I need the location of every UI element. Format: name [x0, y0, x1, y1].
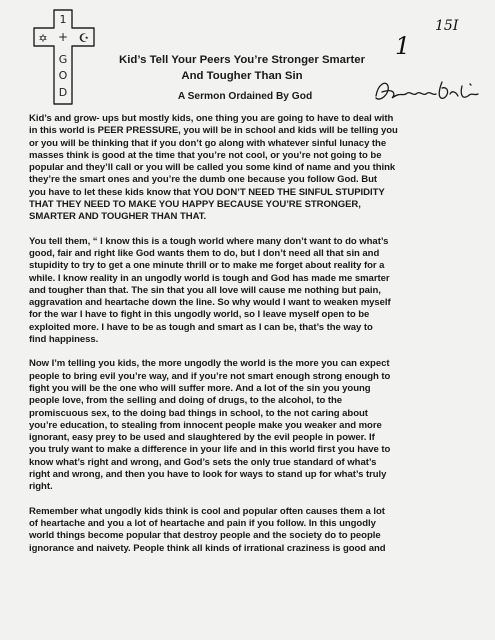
- text-line: people to bring evil you’re way, and if you’re not smart enough strong enough to: [29, 370, 391, 382]
- text-line: Remember what ungodly kids think is cool and popular often causes them a lot: [29, 505, 385, 517]
- text-line: You tell them, “ I know this is a tough world where many don’t want to do what’s: [29, 235, 389, 247]
- text-line: of heartache and you a lot of heartache and pain if you follow. In this ungodly: [29, 517, 376, 529]
- handwritten-signature: [372, 72, 484, 108]
- page-number: 1: [395, 32, 411, 60]
- title-line: Kid’s Tell Your Peers You’re Stronger Smarter: [118, 54, 366, 66]
- text-line: promiscuous sex, to the doing bad things in school, to the not caring about: [29, 407, 368, 419]
- text-line: or you will be thinking that if you don’t go along with whatever sinful lunacy the: [29, 137, 387, 149]
- logo-letter-1: 1: [59, 13, 67, 26]
- text-line: right and wrong, and then you have to look for ways to stand up for what’s truly: [29, 469, 387, 481]
- text-line: popular and they’ll call or you will be called you some kind of name and you think: [29, 162, 396, 174]
- logo-letter-d: D: [58, 86, 68, 99]
- sermon-title: [112, 52, 372, 84]
- sermon-body: [29, 113, 479, 567]
- text-line: ignorance and naivety. People think all kinds of irrational craziness is good and: [29, 542, 386, 554]
- text-line: world things become popular that destroy people and the society do to people: [29, 530, 381, 542]
- text-line: know what’s right and wrong, and God’s sets the only true standard of what’s: [29, 456, 377, 468]
- text-line: aggravation and heartache down the line. So why would I want to weaken myself: [29, 297, 391, 309]
- logo-letter-o: O: [58, 69, 68, 82]
- text-line: for the war I have to fight in this ungodly world, so I leave myself open to be: [29, 309, 370, 321]
- logo-plus: +: [57, 30, 69, 44]
- text-line: masses think is good at the time that you’re not cool, or you’re not going to be: [29, 149, 382, 161]
- text-line: good, fair and right like God wants them to do, but I don’t need all that sin and: [29, 247, 380, 259]
- text-line: exploited more. I have to be as tough and smart as I can be, that’s the way to: [29, 321, 373, 333]
- text-line: in this world is PEER PRESSURE, you will be in school and kids will be telling you: [29, 125, 398, 137]
- paragraph: [29, 236, 479, 347]
- text-line: find happiness.: [29, 334, 99, 346]
- text-line: and tougher than that. The sin that you all love will cause me nothing but pain,: [29, 284, 381, 296]
- sermon-subtitle: A Sermon Ordained By God: [177, 91, 313, 102]
- text-line: Kid’s and grow- ups but mostly kids, one thing you are going to have to deal with: [29, 113, 394, 124]
- text-line: SMARTER AND TOUGHER THAN THAT.: [29, 211, 207, 223]
- logo-crescent: ☪: [78, 31, 90, 45]
- paragraph: [29, 358, 479, 493]
- paragraph: [29, 113, 479, 224]
- text-line: they’re the smart ones and you’re the dumb one because you follow God. But: [29, 174, 377, 186]
- text-line: Now I’m telling you kids, the more ungodly the world is the more you can expect: [29, 358, 390, 370]
- text-line: fight you will be the one who will suffer more. And a lot of the sin you young: [29, 382, 371, 394]
- text-line: stupidity to try to get a one minute thrill or to make me forget about reality for a: [29, 260, 385, 272]
- text-line: you truly want to make a difference in your life and in this world first you have to: [29, 444, 391, 456]
- text-line: while. I know reality in an ungodly world is tough and God has made me smarter: [29, 272, 390, 284]
- text-line: right.: [29, 481, 53, 493]
- text-line: THAT THEY NEED TO MAKE YOU HAPPY BECAUSE YOU’RE STRONGER,: [29, 199, 361, 211]
- reference-number: 15I: [435, 18, 459, 34]
- title-line: And Tougher Than Sin: [181, 70, 303, 82]
- cross-logo: [32, 8, 102, 108]
- logo-letter-g: G: [58, 53, 68, 66]
- text-line: you’re education, to stealing from innocent people make you weaker and more: [29, 419, 382, 431]
- text-line: people love, from the selling and doing of drugs, to the alcohol, to the: [29, 395, 343, 407]
- logo-star-of-david: ✡: [38, 32, 48, 45]
- paragraph: [29, 506, 479, 555]
- text-line: you have to let these kids know that YOU DON’T NEED THE SINFUL STUPIDITY: [29, 186, 385, 198]
- text-line: ignorant, easy prey to be used and slaughtered by the evil people in power. If: [29, 432, 375, 444]
